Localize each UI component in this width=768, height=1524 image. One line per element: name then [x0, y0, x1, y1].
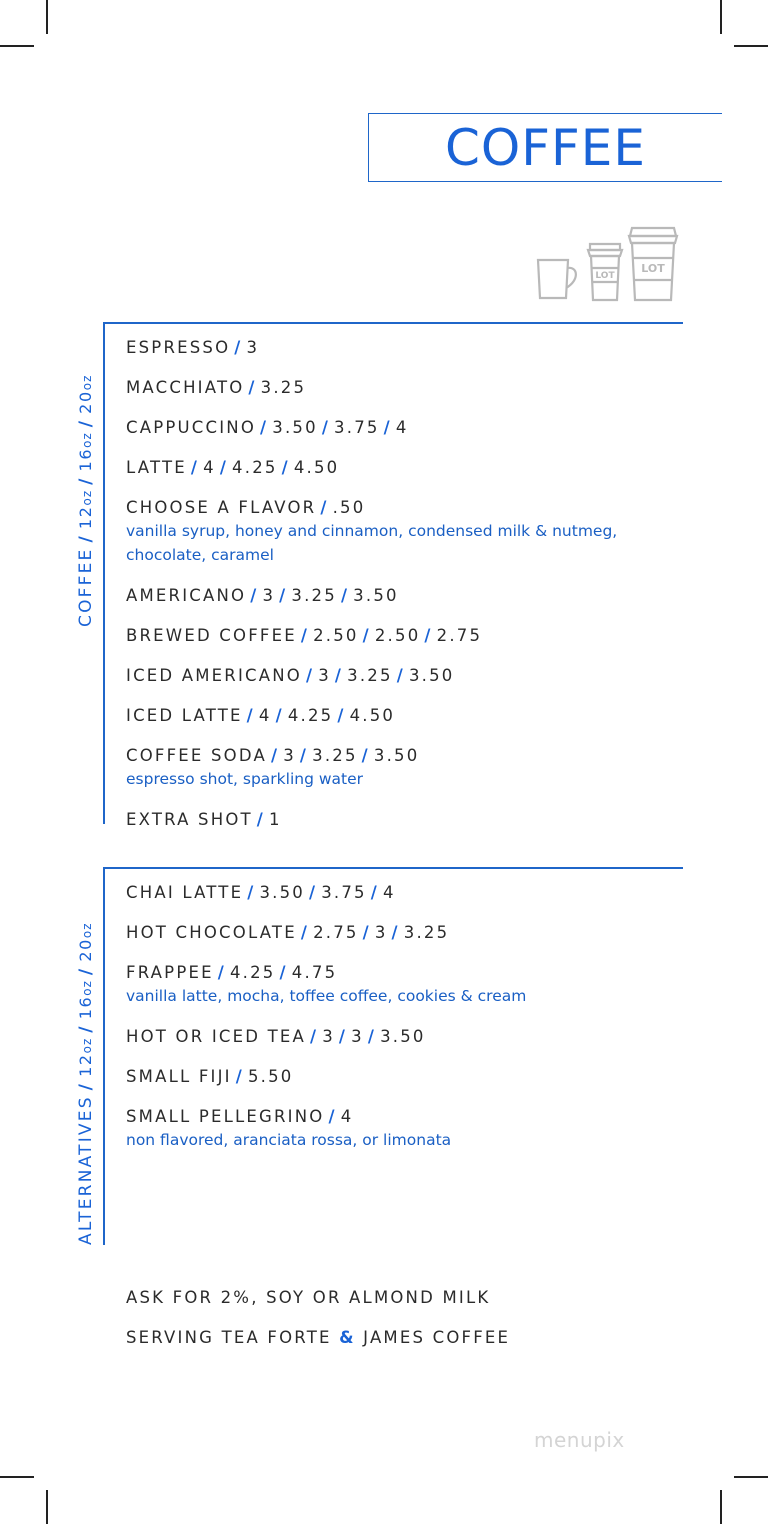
menu-item-line: [126, 457, 339, 479]
cup-logo-small: LOT: [595, 271, 615, 281]
price-separator: /: [309, 1027, 319, 1046]
price-separator: /: [279, 963, 288, 982]
menu-item-name: HOT CHOCOLATE: [126, 923, 297, 942]
menu-item-price: 3.50: [373, 746, 420, 765]
menu-item: [126, 745, 419, 791]
side-label-size: 16: [76, 995, 95, 1020]
price-separator: /: [320, 498, 329, 517]
price-separator: /: [383, 418, 392, 437]
menu-item-description: vanilla syrup, honey and cinnamon, condensed milk & nutmeg,: [126, 522, 618, 540]
serving-note: [126, 1328, 510, 1347]
menu-item-price: 4.50: [349, 706, 396, 725]
menu-item-line: [126, 882, 396, 904]
menu-item: [126, 1066, 294, 1088]
menu-item-description: chocolate, caramel: [126, 546, 274, 564]
price-separator: /: [370, 883, 379, 902]
menu-item-line: [126, 497, 617, 519]
menu-item-name: EXTRA SHOT: [126, 810, 253, 829]
menu-item-price: 4: [395, 418, 409, 437]
price-separator: /: [337, 706, 346, 725]
price-separator: /: [391, 923, 400, 942]
price-separator: /: [219, 458, 229, 477]
page-title: COFFEE: [445, 118, 646, 177]
menu-item-price: 1: [269, 810, 282, 829]
menu-item-name: CHOOSE A FLAVOR: [126, 498, 317, 517]
menu-item-line: [126, 625, 482, 647]
menu-item-price: 3.75: [321, 883, 367, 902]
side-label-size: 12: [76, 1053, 95, 1077]
menu-item-price: .50: [332, 498, 366, 517]
menu-item: [126, 625, 482, 647]
menu-item: [126, 337, 259, 359]
side-label-unit: oz: [80, 374, 94, 391]
title-box: [368, 113, 722, 182]
price-separator: /: [275, 706, 284, 725]
menu-item-name: ICED AMERICANO: [126, 666, 302, 685]
menu-item-line: [126, 1066, 294, 1088]
menu-item: [126, 705, 395, 727]
menu-item-description: non flavored, aranciata rossa, or limonata: [126, 1131, 452, 1149]
serving-note-start: SERVING TEA FORTE: [126, 1328, 332, 1347]
menu-item-line: [126, 745, 419, 767]
side-label-unit: oz: [80, 922, 94, 939]
price-separator: /: [424, 626, 433, 645]
menu-item-line: [126, 337, 259, 359]
price-separator: /: [340, 586, 350, 605]
price-separator: /: [256, 810, 266, 829]
side-label-unit: oz: [80, 489, 94, 506]
price-separator: /: [338, 1027, 348, 1046]
menu-item-price: 3.50: [353, 586, 399, 605]
crop-mark: [46, 1490, 48, 1524]
menu-item-price: 4.25: [229, 963, 276, 982]
menu-item-price: 3.25: [291, 586, 337, 605]
menu-item-price: 4.50: [293, 458, 340, 477]
menu-item-price: 2.75: [436, 626, 483, 645]
menu-item: [126, 1106, 451, 1152]
menu-item-line: [126, 1106, 451, 1128]
side-label-unit: oz: [80, 1037, 94, 1054]
menu-item-name: COFFEE SODA: [126, 746, 267, 765]
price-separator: /: [247, 883, 256, 902]
side-label-slash: /: [76, 1024, 96, 1033]
price-separator: /: [246, 706, 255, 725]
coffee-section-vline: [103, 322, 105, 824]
menu-item-price: 3.50: [259, 883, 305, 902]
side-label-slash: /: [76, 476, 96, 485]
three-coffee-cups-icon: [532, 222, 682, 306]
menu-item: [126, 585, 399, 607]
menu-item-price: 3.25: [312, 746, 358, 765]
side-label-name: COFFEE: [76, 547, 96, 627]
price-separator: /: [250, 586, 259, 605]
menu-item-line: [126, 705, 395, 727]
menu-item-line: [126, 922, 449, 944]
side-label-size: 20: [76, 390, 95, 414]
price-separator: /: [248, 378, 257, 397]
menu-item-line: [126, 585, 399, 607]
price-separator: /: [362, 626, 371, 645]
price-separator: /: [308, 883, 318, 902]
menu-item-price: 4.25: [232, 458, 278, 477]
menu-item-price: 3: [318, 666, 331, 685]
alternatives-section-rule: [103, 867, 683, 869]
side-label-size: 16: [76, 447, 95, 472]
menu-item-line: [126, 417, 409, 439]
menu-item-description: espresso shot, sparkling water: [126, 770, 364, 788]
menu-item-name: SMALL FIJI: [126, 1067, 232, 1086]
alternatives-side-label: [76, 922, 96, 1245]
cup-logo-large: LOT: [641, 262, 665, 275]
price-separator: /: [305, 666, 315, 685]
milk-note: ASK FOR 2%, SOY OR ALMOND MILK: [126, 1288, 491, 1307]
price-separator: /: [334, 666, 344, 685]
price-separator: /: [281, 458, 290, 477]
menu-item-line: [126, 1026, 426, 1048]
menu-item-line: [126, 377, 306, 399]
side-label-slash: /: [76, 966, 96, 976]
alternatives-section-vline: [103, 867, 105, 1245]
price-separator: /: [235, 1067, 244, 1086]
menu-item-price: 3.25: [260, 378, 307, 397]
menu-item: [126, 377, 306, 399]
side-label-name: ALTERNATIVES: [76, 1095, 96, 1245]
menu-item-name: CAPPUCCINO: [126, 418, 257, 437]
side-label-size: 12: [76, 505, 95, 530]
menu-item-name: ESPRESSO: [126, 338, 231, 357]
crop-mark: [0, 45, 34, 47]
menu-item-price: 3.50: [272, 418, 318, 437]
coffee-side-label: [76, 375, 96, 627]
menu-item-price: 3: [262, 586, 276, 605]
menu-item-price: 3: [246, 338, 260, 357]
menu-item: [126, 457, 339, 479]
menu-item-price: 4: [203, 458, 216, 477]
price-separator: /: [279, 586, 288, 605]
menu-item-name: MACCHIATO: [126, 378, 245, 397]
side-label-unit: oz: [80, 432, 94, 448]
menu-item: [126, 922, 449, 944]
menu-item: [126, 497, 617, 567]
price-separator: /: [361, 746, 370, 765]
crop-mark: [720, 0, 722, 34]
menu-item-price: 2.75: [313, 923, 359, 942]
menu-item-description: vanilla latte, mocha, toffee coffee, cookies & cream: [126, 987, 527, 1005]
price-separator: /: [367, 1027, 377, 1046]
serving-note-amp: &: [339, 1328, 356, 1347]
crop-mark: [0, 1476, 34, 1478]
menu-item-price: 3.50: [408, 666, 455, 685]
serving-note-end: JAMES COFFEE: [363, 1328, 511, 1347]
menu-item-line: [126, 962, 526, 984]
menu-item-price: 4.25: [287, 706, 334, 725]
menu-item-price: 3.50: [380, 1027, 426, 1046]
crop-mark: [734, 1476, 768, 1478]
side-label-size: 20: [76, 938, 95, 962]
menu-item-price: 3: [351, 1027, 364, 1046]
menu-item-price: 3.25: [403, 923, 450, 942]
menu-item: [126, 809, 282, 831]
price-separator: /: [300, 626, 310, 645]
crop-mark: [46, 0, 48, 34]
menu-item-price: 3.25: [347, 666, 393, 685]
price-separator: /: [190, 458, 200, 477]
price-separator: /: [234, 338, 243, 357]
menu-item-name: AMERICANO: [126, 586, 247, 605]
price-separator: /: [217, 963, 226, 982]
price-separator: /: [328, 1107, 337, 1126]
menu-item-price: 3.75: [334, 418, 380, 437]
crop-mark: [734, 45, 768, 47]
menu-item-name: FRAPPEE: [126, 963, 214, 982]
menu-item-price: 4: [383, 883, 396, 902]
menu-item-price: 5.50: [247, 1067, 294, 1086]
menu-item-price: 4: [340, 1107, 354, 1126]
price-separator: /: [270, 746, 280, 765]
price-separator: /: [299, 746, 309, 765]
side-label-unit: oz: [80, 980, 94, 996]
menu-item-name: SMALL PELLEGRINO: [126, 1107, 325, 1126]
menu-item-line: [126, 809, 282, 831]
menu-item-price: 2.50: [313, 626, 359, 645]
side-label-slash: /: [76, 1081, 96, 1091]
price-separator: /: [362, 923, 371, 942]
price-separator: /: [260, 418, 269, 437]
price-separator: /: [300, 923, 310, 942]
menu-item-name: BREWED COFFEE: [126, 626, 297, 645]
price-separator: /: [321, 418, 331, 437]
menu-item-price: 2.50: [374, 626, 421, 645]
menu-item: [126, 417, 409, 439]
menu-item-price: 3: [283, 746, 296, 765]
coffee-section-rule: [103, 322, 683, 324]
menu-item: [126, 882, 396, 904]
watermark: menupix: [534, 1428, 625, 1452]
menu-item: [126, 962, 526, 1008]
menu-item-name: CHAI LATTE: [126, 883, 244, 902]
side-label-slash: /: [76, 418, 96, 428]
menu-item-name: LATTE: [126, 458, 187, 477]
menu-item: [126, 665, 454, 687]
menu-item: [126, 1026, 426, 1048]
side-label-slash: /: [76, 534, 96, 543]
menu-item-name: ICED LATTE: [126, 706, 243, 725]
menu-item-price: 4: [258, 706, 272, 725]
menu-item-name: HOT OR ICED TEA: [126, 1027, 306, 1046]
crop-mark: [720, 1490, 722, 1524]
menu-item-price: 3: [322, 1027, 335, 1046]
menu-item-price: 4.75: [291, 963, 338, 982]
price-separator: /: [396, 666, 405, 685]
menu-item-line: [126, 665, 454, 687]
menu-item-price: 3: [374, 923, 388, 942]
